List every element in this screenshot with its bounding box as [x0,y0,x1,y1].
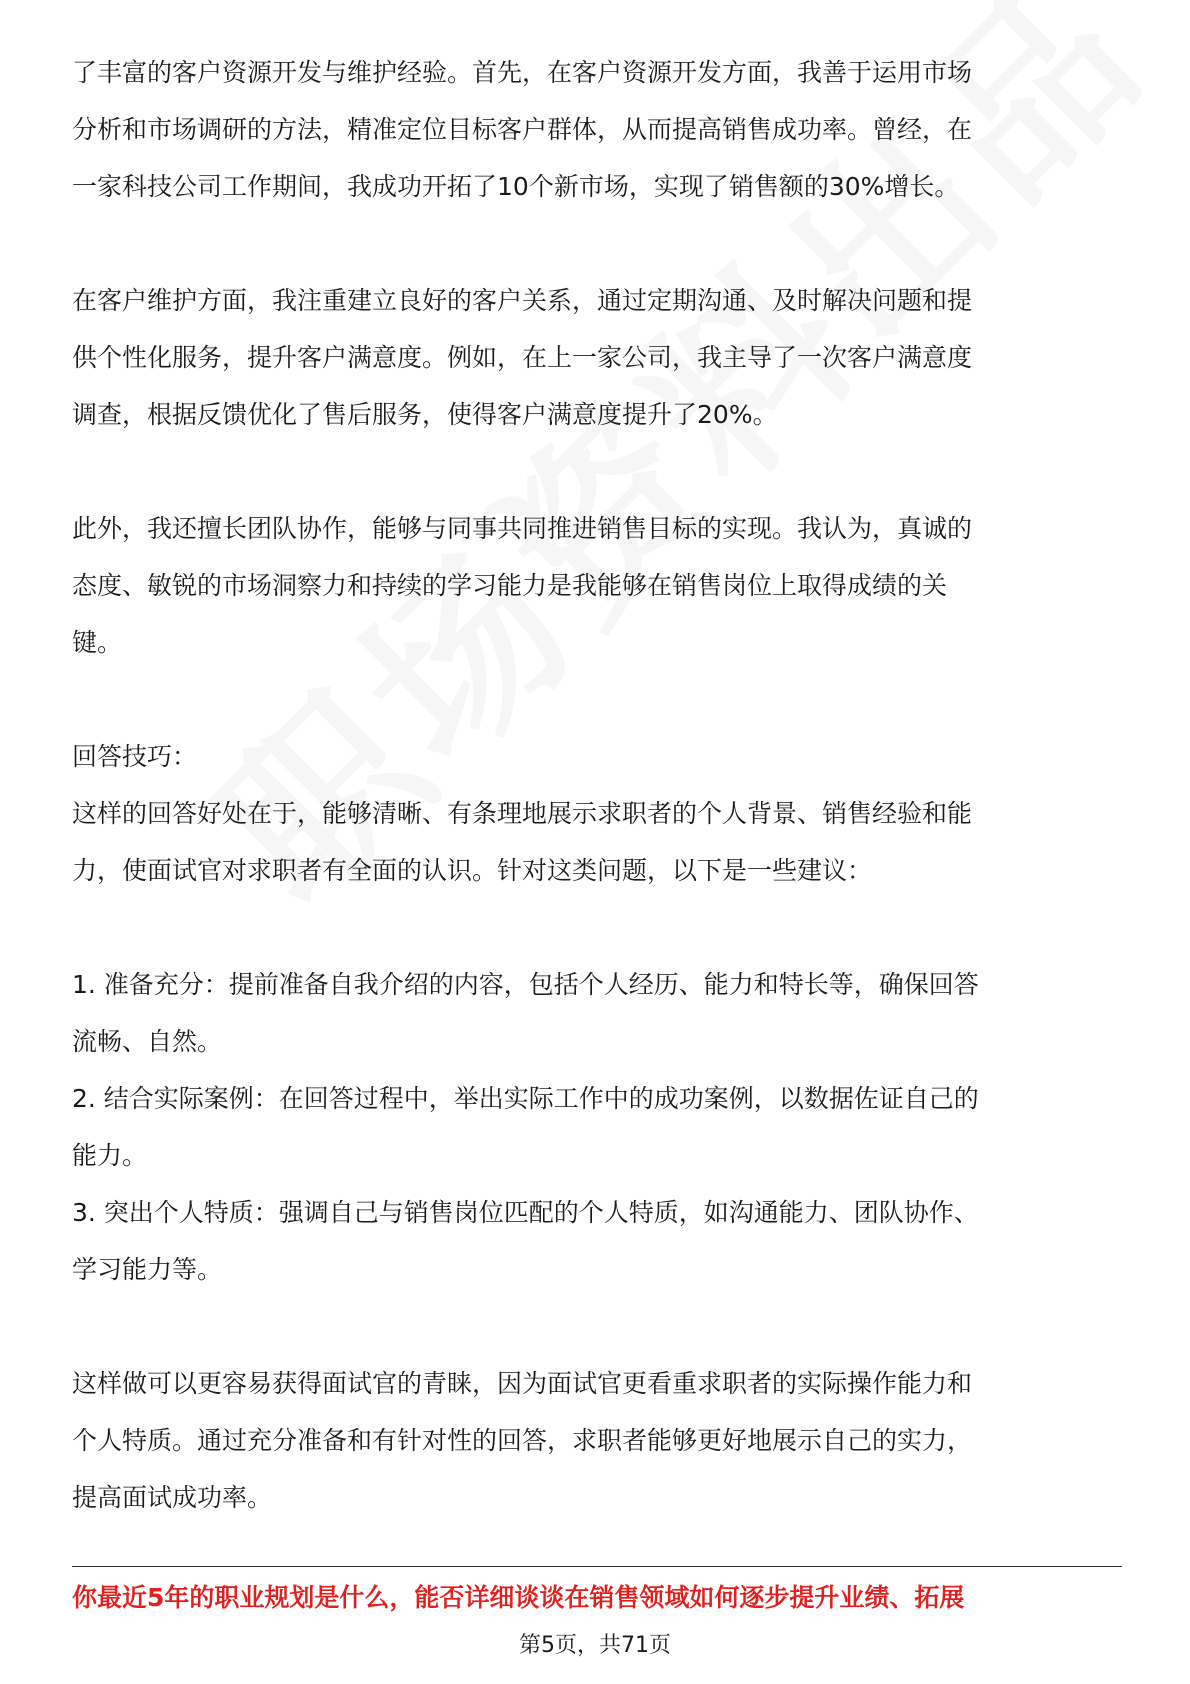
text-line: 此外，我还擅长团队协作，能够与同事共同推进销售目标的实现。我认为，真诚的 [72,514,973,543]
page-body [72,44,1122,1526]
text-line: 态度、敏锐的市场洞察力和持续的学习能力是我能够在销售岗位上取得成绩的关 [72,571,948,600]
text-line: 能力。 [72,1141,148,1170]
text-line: 流畅、自然。 [72,1027,223,1056]
text-line: 学习能力等。 [72,1255,223,1284]
footer-divider [72,1566,1122,1567]
paragraph-teamwork [72,500,1122,671]
text-line: 1. 准备充分：提前准备自我介绍的内容，包括个人经历、能力和特长等，确保回答 [72,970,979,999]
text-line: 一家科技公司工作期间，我成功开拓了10个新市场，实现了销售额的30%增长。 [72,172,960,201]
text-line: 这样做可以更容易获得面试官的青睐，因为面试官更看重求职者的实际操作能力和 [72,1369,973,1398]
paragraph-tips-intro [72,728,1122,899]
text-line: 供个性化服务，提升客户满意度。例如，在上一家公司，我主导了一次客户满意度 [72,343,973,372]
paragraph-experience [72,44,1122,215]
tips-heading: 回答技巧： [72,742,198,771]
text-line: 个人特质。通过充分准备和有针对性的回答，求职者能够更好地展示自己的实力， [72,1426,973,1455]
next-question-heading: 你最近5年的职业规划是什么，能否详细谈谈在销售领域如何逐步提升业绩、拓展 [72,1583,965,1612]
page-number: 第5页，共71页 [519,1633,671,1658]
text-line: 2. 结合实际案例：在回答过程中，举出实际工作中的成功案例，以数据佐证自己的 [72,1084,979,1113]
text-line: 键。 [72,628,123,657]
paragraph-customer-maintenance [72,272,1122,443]
text-line: 了丰富的客户资源开发与维护经验。首先，在客户资源开发方面，我善于运用市场 [72,58,973,87]
text-line: 在客户维护方面，我注重建立良好的客户关系，通过定期沟通、及时解决问题和提 [72,286,973,315]
tip-item [72,1070,1122,1184]
text-line: 分析和市场调研的方法，精准定位目标客户群体，从而提高销售成功率。曾经，在 [72,115,973,144]
text-line: 3. 突出个人特质：强调自己与销售岗位匹配的个人特质，如沟通能力、团队协作、 [72,1198,979,1227]
tips-list [72,956,1122,1298]
text-line: 这样的回答好处在于，能够清晰、有条理地展示求职者的个人背景、销售经验和能 [72,799,973,828]
paragraph-conclusion [72,1355,1122,1526]
tip-item [72,956,1122,1070]
text-line: 提高面试成功率。 [72,1483,273,1512]
text-line: 调查，根据反馈优化了售后服务，使得客户满意度提升了20%。 [72,400,778,429]
text-line: 力，使面试官对求职者有全面的认识。针对这类问题，以下是一些建议： [72,856,873,885]
tip-item [72,1184,1122,1298]
